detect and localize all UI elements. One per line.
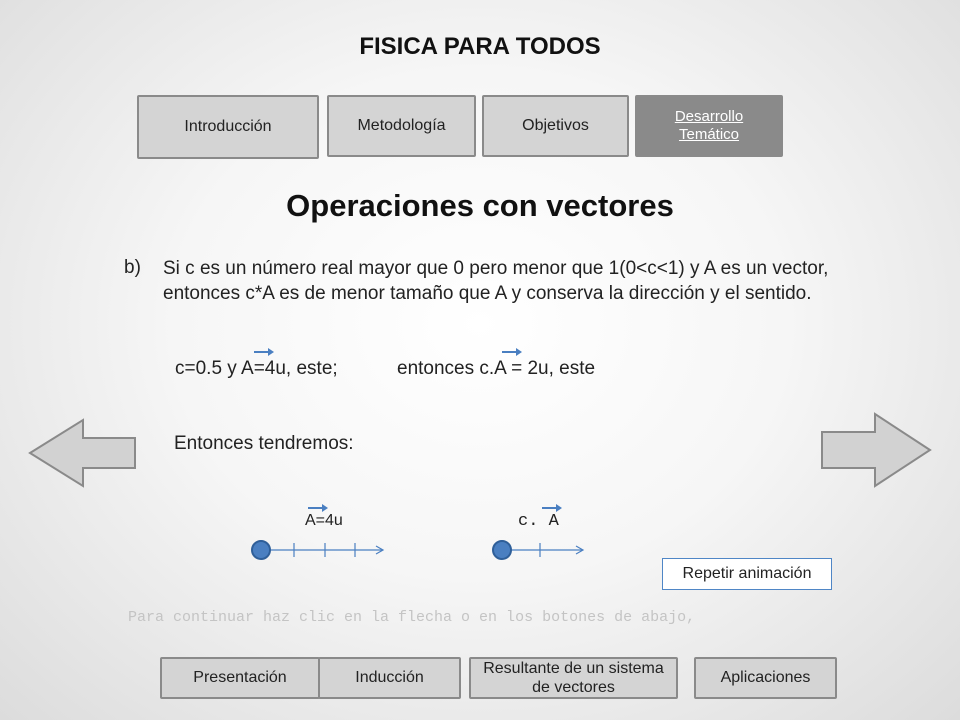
induccion-button[interactable]: Inducción — [318, 657, 461, 699]
vector-ca-label: c. A — [518, 512, 559, 531]
presentacion-button[interactable]: Presentación — [160, 657, 320, 699]
forward-arrow-icon[interactable] — [820, 412, 932, 488]
resultante-button[interactable]: Resultante de un sistema de vectores — [469, 657, 678, 699]
tab-objetivos[interactable]: Objetivos — [482, 95, 629, 157]
back-arrow-icon[interactable] — [28, 418, 138, 488]
repeat-animation-button[interactable]: Repetir animación — [662, 558, 832, 590]
example-given: c=0.5 y A=4u, este; — [175, 358, 338, 379]
continue-hint: Para continuar haz clic en la flecha o en los botones de abajo, — [128, 609, 696, 626]
vector-arrow-icon — [500, 344, 524, 358]
vector-a-diagram — [248, 536, 390, 564]
vector-a-label: A=4u — [305, 512, 343, 529]
item-label: b) — [124, 257, 141, 278]
tab-desarrollo-tematico[interactable]: Desarrollo Temático — [635, 95, 783, 157]
explanation-paragraph: Si c es un número real mayor que 0 pero menor que 1(0<c<1) y A es un vector, entonces c*A es de menor tamaño que A y conserva la dirección y el sentido. — [163, 258, 829, 304]
example-result: entonces c.A = 2u, este — [397, 358, 596, 379]
tab-introduccion[interactable]: Introducción — [137, 95, 319, 159]
vector-ca-diagram — [490, 536, 590, 564]
aplicaciones-button[interactable]: Aplicaciones — [694, 657, 837, 699]
page-title: FISICA PARA TODOS — [359, 33, 601, 60]
conclusion-text: Entonces tendremos: — [174, 433, 354, 454]
tab-metodologia[interactable]: Metodología — [327, 95, 476, 157]
vector-arrow-icon — [252, 344, 276, 358]
section-heading: Operaciones con vectores — [286, 188, 674, 223]
